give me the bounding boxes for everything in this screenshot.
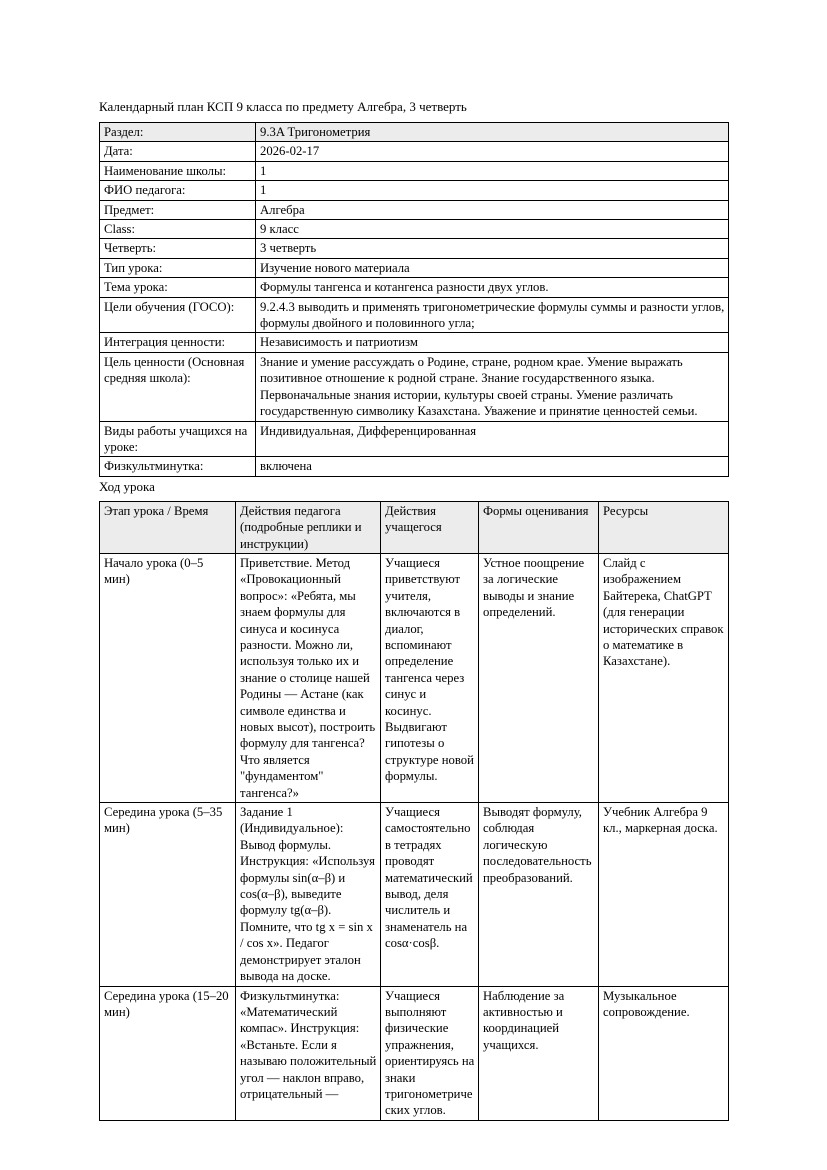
info-value: Индивидуальная, Дифференцированная xyxy=(256,421,729,457)
cell-assessment: Выводят формулу, соблюдая логическую последовательность преобразований. xyxy=(479,803,599,986)
info-label: Дата: xyxy=(100,142,256,161)
info-value: включена xyxy=(256,457,729,476)
info-label: Class: xyxy=(100,220,256,239)
table-row xyxy=(100,123,729,142)
info-value: 1 xyxy=(256,181,729,200)
info-value: 9 класс xyxy=(256,220,729,239)
info-value: 2026-02-17 xyxy=(256,142,729,161)
info-label: Цель ценности (Основная средняя школа): xyxy=(100,352,256,421)
lesson-flow-table xyxy=(99,501,729,1121)
table-row xyxy=(100,352,729,421)
table-row xyxy=(100,803,729,986)
document-content xyxy=(99,98,728,1121)
table-row xyxy=(100,297,729,333)
lesson-flow-head xyxy=(100,501,729,553)
info-label: Четверть: xyxy=(100,239,256,258)
info-label: Предмет: xyxy=(100,200,256,219)
info-label: Раздел: xyxy=(100,123,256,142)
table-row xyxy=(100,457,729,476)
info-value: Изучение нового материала xyxy=(256,258,729,277)
info-label: ФИО педагога: xyxy=(100,181,256,200)
cell-teacher-actions: Приветствие. Метод «Провокационный вопрос»: «Ребята, мы знаем формулы для синуса и косинуса разности. Можно ли, используя только их и знание о столице нашей Родины — Астане (как символе единства и новых высот), построить формулу для тангенса? Что является "фундаментом" тангенса?» xyxy=(236,553,381,802)
info-value: Формулы тангенса и котангенса разности двух углов. xyxy=(256,278,729,297)
cell-stage: Середина урока (5–35 мин) xyxy=(100,803,236,986)
info-value: 9.3A Тригонометрия xyxy=(256,123,729,142)
info-label: Физкультминутка: xyxy=(100,457,256,476)
page-title: Календарный план КСП 9 класса по предмету Алгебра, 3 четверть xyxy=(99,99,467,114)
column-header-student-actions: Действия учащегося xyxy=(381,501,479,553)
table-row xyxy=(100,553,729,802)
table-row xyxy=(100,239,729,258)
column-header-teacher-actions: Действия педагога (подробные реплики и инструкции) xyxy=(236,501,381,553)
table-row xyxy=(100,220,729,239)
table-row xyxy=(100,421,729,457)
lesson-flow-heading: Ход урока xyxy=(99,478,155,494)
column-header-stage: Этап урока / Время xyxy=(100,501,236,553)
info-label: Наименование школы: xyxy=(100,161,256,180)
table-row xyxy=(100,142,729,161)
cell-assessment: Наблюдение за активностью и координацией учащихся. xyxy=(479,986,599,1120)
info-label: Тип урока: xyxy=(100,258,256,277)
table-header-row xyxy=(100,501,729,553)
table-row xyxy=(100,181,729,200)
lesson-info-table xyxy=(99,122,729,477)
cell-student-actions: Учащиеся самостоятельно в тетрадях проводят математический вывод, деля числитель и знаменатель на cosα·cosβ. xyxy=(381,803,479,986)
table-row xyxy=(100,278,729,297)
table-row xyxy=(100,333,729,352)
info-value: Алгебра xyxy=(256,200,729,219)
cell-teacher-actions: Физкультминутка: «Математический компас». Инструкция: «Встаньте. Если я называю положительный угол — наклон вправо, отрицательный — xyxy=(236,986,381,1120)
info-label: Цели обучения (ГОСО): xyxy=(100,297,256,333)
column-header-resources: Ресурсы xyxy=(599,501,729,553)
cell-stage: Середина урока (15–20 мин) xyxy=(100,986,236,1120)
table-row xyxy=(100,986,729,1120)
cell-assessment: Устное поощрение за логические выводы и знание определений. xyxy=(479,553,599,802)
info-label: Тема урока: xyxy=(100,278,256,297)
info-value: Знание и умение рассуждать о Родине, стране, родном крае. Умение выражать позитивное отношение к родной стране. Знание государственного языка. Первоначальные знания истории, культуры своей страны. Умение различать государственную символику Казахстана. Уважение и принятие ценностей семьи. xyxy=(256,352,729,421)
table-row xyxy=(100,161,729,180)
cell-student-actions: Учащиеся выполняют физические упражнения, ориентируясь на знаки тригонометрических углов. xyxy=(381,986,479,1120)
info-value: Независимость и патриотизм xyxy=(256,333,729,352)
info-label: Виды работы учащихся на уроке: xyxy=(100,421,256,457)
info-value: 1 xyxy=(256,161,729,180)
lesson-flow-body xyxy=(100,553,729,1120)
cell-resources: Музыкальное сопровождение. xyxy=(599,986,729,1120)
info-label: Интеграция ценности: xyxy=(100,333,256,352)
cell-resources: Слайд с изображением Байтерека, ChatGPT (для генерации исторических справок о математике в Казахстане). xyxy=(599,553,729,802)
info-value: 3 четверть xyxy=(256,239,729,258)
cell-student-actions: Учащиеся приветствуют учителя, включаются в диалог, вспоминают определение тангенса через синус и косинус. Выдвигают гипотезы о структуре новой формулы. xyxy=(381,553,479,802)
column-header-assessment: Формы оценивания xyxy=(479,501,599,553)
lesson-info-body xyxy=(100,123,729,477)
info-value: 9.2.4.3 выводить и применять тригонометрические формулы суммы и разности углов, формулы двойного и половинного угла; xyxy=(256,297,729,333)
cell-resources: Учебник Алгебра 9 кл., маркерная доска. xyxy=(599,803,729,986)
cell-stage: Начало урока (0–5 мин) xyxy=(100,553,236,802)
table-row xyxy=(100,200,729,219)
cell-teacher-actions: Задание 1 (Индивидуальное): Вывод формулы. Инструкция: «Используя формулы sin(α–β) и cos(α–β), выведите формулу tg(α–β). Помните, что tg x = sin x / cos x». Педагог демонстрирует эталон вывода на доске. xyxy=(236,803,381,986)
table-row xyxy=(100,258,729,277)
